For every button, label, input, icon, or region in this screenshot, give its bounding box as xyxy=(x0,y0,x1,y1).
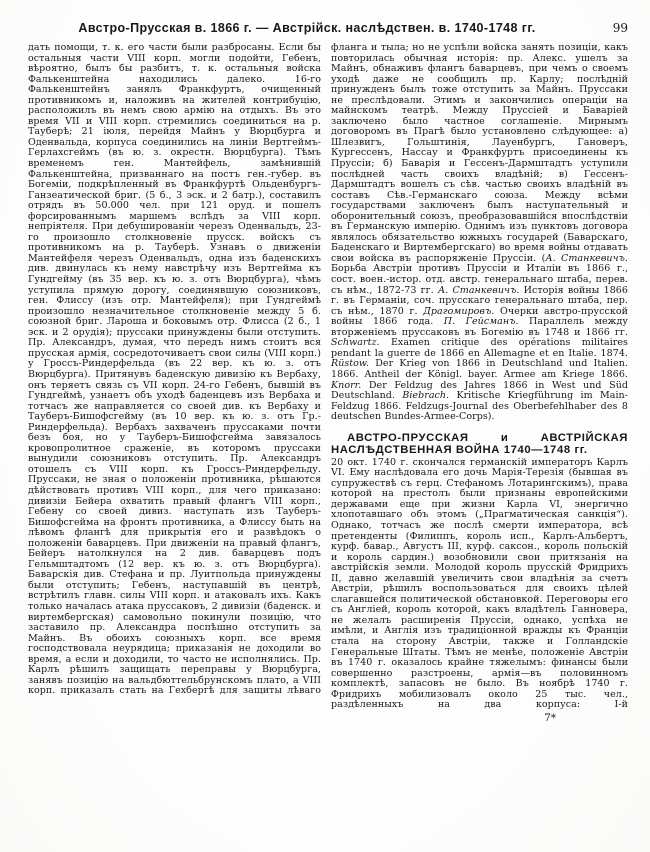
left-column-text: дать помощи, т. к. его части были разбросаны. Если бы остальныя части VIII корп. могли подойти, Гебенъ, вѣроятно, былъ бы разбитъ, т. к. остальныя войска Фалькенштейна находились далеко. 16-го Фалькенштейнъ занялъ Франкфуртъ, очищенный противникомъ и, наложивъ на жителей контрибуцію, расположилъ въ немъ свою армію на отдыхъ. Въ это время VII и VIII корп. стремились соединиться на р. Тауберѣ; 21 іюля, перейдя Майнъ у Вюрцбурга и Оденвальда, корпуса соединились на линіи Вертгеймъ-Герлахсгеймъ (въ ю. з. окрестн. Вюрцбурга). Тѣмъ временемъ ген. Мантейфель, замѣнившій Фалькенштейна, призваннаго на постъ ген.-губер. въ Богеміи, подкрѣпленный въ Франкфуртѣ Ольденбургъ-Ганзеатической бриг. (5 б., 3 эск. и 2 батр.), составилъ отрядъ въ 50.000 чел. при 121 оруд. и пошелъ форсированнымъ маршемъ вслѣдъ за VIII корп. непріятеля. При дебушированіи черезъ Оденвальдъ, 23-го произошло столкновеніе прусск. войскъ съ противникомъ на р. Тауберѣ. Узнавъ о движеніи Мантейфеля черезъ Оденвальдъ, одна изъ баденскихъ див. двинулась къ нему навстрѣчу изъ Вертгейма къ Гундгейму (въ 35 вер. къ ю. з. отъ Вюрцбурга), чѣмъ уступила прямую дорогу, соединявшую союзниковъ, ген. Флиссу (изъ отр. Мантейфеля); при Гундгеймѣ произошло незначительное столкновеніе между 5 б. союзной бриг. Лароша и боковымъ отр. Флисса (2 б., 1 эск. и 2 орудія); пруссаки принуждены были отступить. Пр. Александръ, думая, что передъ нимъ стоитъ вся прусская армія, сосредоточиваетъ свои силы (VIII корп.) у Гроссъ-Риндерфельда (въ 22 вер. къ ю. з. отъ Вюрцбурга). Притянувъ баденскую дивизію къ Вербаху, онъ теряетъ связь съ VII корп. 24-го Гебенъ, бывшій въ Гундгеймѣ, узнаетъ объ уходѣ баденцевъ изъ Вербаха и тотчасъ же направляется со своей див. къ Вербаху и Тауберъ-Бишофсгейму (въ 10 вер. къ ю. з. отъ Гр.-Риндерфельда). Вербахъ захваченъ пруссаками почти безъ боя, но у Тауберъ-Бишофсгейма завязалось кровопролитное сраженіе, въ которомъ пруссаки вынудили союзниковъ отступить. Пр. Александръ отошелъ съ VIII корп. къ Гроссъ-Риндерфельду. Пруссаки, не зная о положеніи противника, рѣшаются дѣйствовать противъ VIII корп., для чего приказано: дивизіи Бейера охватить правый флангъ VIII корп., Гебену со своей дивиз. наступать изъ Тауберъ-Бишофсгейма на фронтъ противника, а Флиссу быть на лѣвомъ флангѣ для прикрытія его и развѣдокъ о положеніи баварцевъ. При движеніи на правый флангъ, Бейеръ натолкнулся на 2 див. баварцевъ подъ Гельмштадтомъ (12 вер. къ ю. з. отъ Вюрцбурга). Баварскія див. Стефана и пр. Луитпольда принуждены были отступить; Гебенъ, наступавшій въ центрѣ, встрѣтилъ главн. силы VIII корп. и атаковалъ ихъ. Какъ только началась атака пруссаковъ, 2 дивизіи (баденск. и виртембергская) самовольно покинули позицію, что заставило пр. Александра поспѣшно отступить за Майнъ. Въ обоихъ союзныхъ корп. все время господствовала неурядица; приказанія не доходили во время, а если и доходили, то часто не исполнялись. Пр. Карлъ рѣшилъ защищать переправы у Вюрцбурга, занявъ позицію на вальдбюттельбрунскомъ плато, а VIII корп. приказалъ стать на Гехбергѣ для защиты лѣваго xyxy=(28,42,321,697)
article-heading: АВСТРО-ПРУССКАЯ и АВСТРІЙСКАЯ НАСЛѢДСТВЕННАЯ ВОЙНА 1740—1748 гг. xyxy=(331,431,628,457)
right-column xyxy=(331,43,628,724)
text-columns xyxy=(28,43,628,724)
page-number: 99 xyxy=(612,21,628,35)
running-head xyxy=(28,21,628,35)
article-text: 20 окт. 1740 г. скончался германскій императоръ Карлъ VI. Ему наслѣдовала его дочь Марія-Терезія (бывшая въ супружествѣ съ герц. Стефаномъ Лотарингскимъ), права которой на престолъ были признаны европейскими державами еще при жизни Карла VI, энергично хлопотавшаго объ этомъ („Прагматическая санкція“). Однако, тотчасъ же послѣ смерти императора, всѣ претенденты (Филиппъ, король исп., Карлъ-Альбертъ, курф. бавар., Августъ III, курф. саксон., король польскій и король сардин.) возобновили свои притязанія на австрійскія земли. Молодой король прусскій Фридрихъ II, давно желавшій увеличить свои владѣнія за счетъ Австріи, рѣшилъ воспользоваться для своихъ цѣлей слагавшейся политической обстановкой. Переговоры его съ Англіей, король которой, какъ владѣтель Ганновера, не желалъ расширенія Пруссіи, однако, успѣха не имѣли, и Англія изъ традиціонной вражды къ Франціи стала на сторону Австріи, также и Голландскіе Генеральные Штаты. Тѣмъ не менѣе, положеніе Австріи въ 1740 г. оказалось крайне тяжелымъ: финансы были совершенно разстроены, армія—въ половинномъ комплектѣ, запасовъ не было. Въ ноябрѣ 1740 г. Фридрихъ мобилизовалъ около 25 тыс. чел., раздѣленныхъ на два корпуса: І-й xyxy=(331,456,628,711)
signature-mark: 7* xyxy=(544,711,556,724)
running-head-title: Австро-Прусская в. 1866 г. — Австрійск. наслѣдствен. в. 1740-1748 гг. xyxy=(78,21,536,35)
right-column-continuation-text: фланга и тыла; но не успѣли войска занять позиціи, какъ повторилась обычная исторія: пр. Алекс. ушелъ за Майнъ, обнаживъ флангъ баварцевъ, при чемъ о своемъ уходѣ даже не сообщилъ пр. Карлу; послѣдній принужденъ былъ тоже отступить за Майнъ. Пруссаки не преслѣдовали. Этимъ и закончились операціи на майнскомъ театрѣ. Между Пруссіей и Баваріей заключено было частное соглашеніе. Мирнымъ договоромъ въ Прагѣ было установлено слѣдующее: а) Шлезвигъ, Гольштинія, Лауенбургъ, Гановеръ, Кургессенъ, Нассау и Франкфуртъ присоединены къ Пруссіи; б) Баварія и Гессенъ-Дармштадтъ уступили послѣдней часть своихъ владѣній; в) Гессенъ-Дармштадтъ вошелъ съ сѣв. частью своихъ владѣній въ составъ Сѣв.-Германскаго союза. Между всѣми государствами заключенъ былъ наступательный и оборонительный союзъ, преобразовавшійся впослѣдствіи въ Германскую имперію. Однимъ изъ пунктовъ договора являлось обязательство южныхъ государей (Баварскаго, Баденскаго и Виртембергскаго) во время войны отдавать свои войска въ распоряженіе Пруссіи. (А. Станкевичъ. Борьба Австріи противъ Пруссіи и Италіи въ 1866 г., сост. воен.-истор. отд. австр. генеральнаго штаба, перев. съ нѣм., 1872-73 гг. А. Станкевичъ. Исторія войны 1866 г. въ Германіи, соч. прусскаго генеральнаго штаба, пер. съ нѣм., 1870 г. Драгомировъ. Очерки австро-прусской войны 1866 года. П. Гейсманъ. Параллель между вторженіемъ пруссаковъ въ Богемію въ 1748 и 1866 гг. Schwartz. Examen critique des opérations militaires pendant la guerre de 1866 en Allemagne et en Italie. 1874. Rüstow. Der Krieg von 1866 in Deutschland und Italien. 1866. Antheil der Königl. bayer. Armee am Kriege 1866. Knorr. Der Feldzug des Jahres 1866 in West und Süd Deutschland. Biebrach. Kritische Kriegführung im Main-Feldzug 1866. Feldzugs-Journal des Oberbefehlhaber des 8 deutschen Bundes-Armee-Corps). xyxy=(331,42,628,423)
left-column xyxy=(28,43,321,724)
